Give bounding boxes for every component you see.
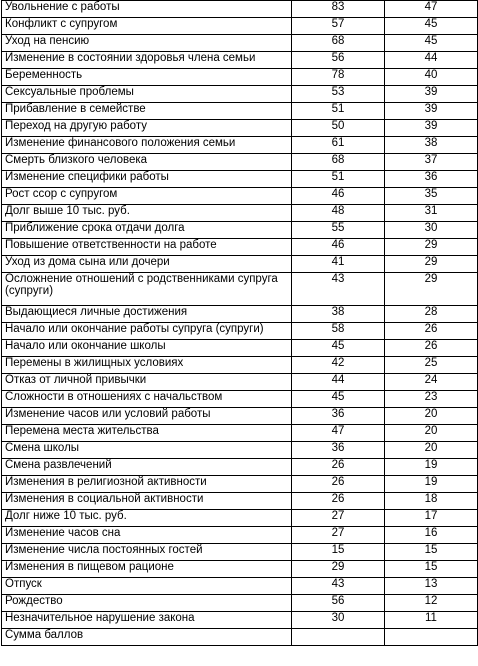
- score-a-cell: 36: [292, 442, 385, 459]
- table-row: [2, 86, 478, 103]
- table-row: [2, 239, 478, 256]
- event-cell: Отказ от личной привычки: [2, 374, 292, 391]
- table-row: [2, 425, 478, 442]
- table-row: [2, 459, 478, 476]
- score-a-cell: 56: [292, 595, 385, 612]
- score-a-cell: 15: [292, 544, 385, 561]
- score-a-cell: 36: [292, 408, 385, 425]
- table-row: [2, 510, 478, 527]
- score-b-cell: 45: [385, 35, 478, 52]
- score-a-cell: 47: [292, 425, 385, 442]
- event-cell: Уход из дома сына или дочери: [2, 256, 292, 273]
- score-b-cell: 20: [385, 408, 478, 425]
- score-a-cell: 58: [292, 323, 385, 340]
- score-a-cell: 30: [292, 612, 385, 629]
- table-row: [2, 1, 478, 18]
- score-b-cell: 38: [385, 137, 478, 154]
- score-a-cell: 26: [292, 459, 385, 476]
- table-row: [2, 408, 478, 425]
- table-row: [2, 52, 478, 69]
- score-b-cell: 12: [385, 595, 478, 612]
- table-row: [2, 544, 478, 561]
- event-cell: Смерть близкого человека: [2, 154, 292, 171]
- score-a-cell: 50: [292, 120, 385, 137]
- score-a-cell: 68: [292, 35, 385, 52]
- score-a-cell: 38: [292, 306, 385, 323]
- table-row: [2, 137, 478, 154]
- score-b-cell: 11: [385, 612, 478, 629]
- table-row: [2, 578, 478, 595]
- event-cell: Увольнение с работы: [2, 1, 292, 18]
- table-row: [2, 35, 478, 52]
- score-b-cell: 20: [385, 442, 478, 459]
- event-cell: Долг выше 10 тыс. руб.: [2, 205, 292, 222]
- event-cell: Повышение ответственности на работе: [2, 239, 292, 256]
- score-b-cell: 16: [385, 527, 478, 544]
- event-cell: Смена школы: [2, 442, 292, 459]
- score-a-cell: 51: [292, 171, 385, 188]
- score-b-cell: 29: [385, 239, 478, 256]
- total-row: [2, 629, 478, 646]
- table-row: [2, 323, 478, 340]
- score-b-cell: 39: [385, 86, 478, 103]
- event-cell: Конфликт с супругом: [2, 18, 292, 35]
- score-b-cell: 36: [385, 171, 478, 188]
- event-cell: Начало или окончание работы супруга (супруги): [2, 323, 292, 340]
- event-cell: Изменения в религиозной активности: [2, 476, 292, 493]
- event-cell: Изменение числа постоянных гостей: [2, 544, 292, 561]
- event-cell: Уход на пенсию: [2, 35, 292, 52]
- score-a-cell: 53: [292, 86, 385, 103]
- score-a-cell: 55: [292, 222, 385, 239]
- score-b-cell: 45: [385, 18, 478, 35]
- score-a-cell: 46: [292, 239, 385, 256]
- table-body: [2, 1, 478, 646]
- score-a-cell: 26: [292, 493, 385, 510]
- score-b-cell: 20: [385, 425, 478, 442]
- score-b-cell: 29: [385, 256, 478, 273]
- score-b-cell: 26: [385, 340, 478, 357]
- event-cell: Осложнение отношений с родственниками супруга (супруги): [2, 273, 292, 306]
- event-cell: Изменение часов сна: [2, 527, 292, 544]
- score-b-cell: 47: [385, 1, 478, 18]
- score-b-cell: 19: [385, 476, 478, 493]
- event-cell: Изменение специфики работы: [2, 171, 292, 188]
- table-row: [2, 612, 478, 629]
- score-a-cell: 45: [292, 340, 385, 357]
- table-row: [2, 120, 478, 137]
- score-b-cell: 23: [385, 391, 478, 408]
- table-row: [2, 442, 478, 459]
- score-b-cell: 17: [385, 510, 478, 527]
- score-b-cell: 24: [385, 374, 478, 391]
- score-b-cell: 13: [385, 578, 478, 595]
- event-cell: Прибавление в семействе: [2, 103, 292, 120]
- event-cell: Переход на другую работу: [2, 120, 292, 137]
- table-row: [2, 154, 478, 171]
- table-row: [2, 527, 478, 544]
- score-b-cell: 28: [385, 306, 478, 323]
- event-cell: Перемены в жилищных условиях: [2, 357, 292, 374]
- event-cell: Перемена места жительства: [2, 425, 292, 442]
- score-a-cell: 46: [292, 188, 385, 205]
- table-row: [2, 476, 478, 493]
- score-b-cell: 15: [385, 544, 478, 561]
- score-a-cell: 43: [292, 578, 385, 595]
- score-a-cell: 44: [292, 374, 385, 391]
- score-a-cell: 56: [292, 52, 385, 69]
- event-cell: Беременность: [2, 69, 292, 86]
- score-a-cell: 68: [292, 154, 385, 171]
- score-a-cell: 43: [292, 273, 385, 306]
- table-row: [2, 561, 478, 578]
- score-b-cell: 26: [385, 323, 478, 340]
- score-a-cell: 83: [292, 1, 385, 18]
- score-a-cell: 42: [292, 357, 385, 374]
- table-row: [2, 188, 478, 205]
- score-b-cell: 35: [385, 188, 478, 205]
- event-cell: Сексуальные проблемы: [2, 86, 292, 103]
- score-a-cell: 26: [292, 476, 385, 493]
- table-row: [2, 69, 478, 86]
- table-row: [2, 595, 478, 612]
- score-b-cell: 39: [385, 120, 478, 137]
- event-cell: Долг ниже 10 тыс. руб.: [2, 510, 292, 527]
- event-cell: Изменение в состоянии здоровья члена семьи: [2, 52, 292, 69]
- event-cell: Изменение финансового положения семьи: [2, 137, 292, 154]
- score-b-cell: 31: [385, 205, 478, 222]
- table-row: [2, 306, 478, 323]
- score-a-cell: 48: [292, 205, 385, 222]
- event-cell: Выдающиеся личные достижения: [2, 306, 292, 323]
- table-row: [2, 273, 478, 306]
- table-row: [2, 374, 478, 391]
- score-a-cell: 41: [292, 256, 385, 273]
- score-a-cell: 27: [292, 510, 385, 527]
- life-events-table: [1, 0, 478, 646]
- score-b-cell: 37: [385, 154, 478, 171]
- score-b-cell: 40: [385, 69, 478, 86]
- score-b-cell: 25: [385, 357, 478, 374]
- table-row: [2, 171, 478, 188]
- score-b-cell: 29: [385, 273, 478, 306]
- table-row: [2, 391, 478, 408]
- table-row: [2, 493, 478, 510]
- score-b-cell: 15: [385, 561, 478, 578]
- event-cell: Изменение часов или условий работы: [2, 408, 292, 425]
- score-b-cell: 18: [385, 493, 478, 510]
- score-a-cell: 57: [292, 18, 385, 35]
- table-row: [2, 222, 478, 239]
- event-cell: Начало или окончание школы: [2, 340, 292, 357]
- event-cell: Сложности в отношениях с начальством: [2, 391, 292, 408]
- table-row: [2, 357, 478, 374]
- score-a-cell: 29: [292, 561, 385, 578]
- score-b-cell: 44: [385, 52, 478, 69]
- total-label-cell: Сумма баллов: [2, 629, 292, 646]
- event-cell: Изменения в пищевом рационе: [2, 561, 292, 578]
- table-row: [2, 340, 478, 357]
- score-b-cell: 39: [385, 103, 478, 120]
- event-cell: Рождество: [2, 595, 292, 612]
- total-a-cell: [292, 629, 385, 646]
- score-a-cell: 45: [292, 391, 385, 408]
- score-a-cell: 27: [292, 527, 385, 544]
- score-a-cell: 51: [292, 103, 385, 120]
- event-cell: Рост ссор с супругом: [2, 188, 292, 205]
- event-cell: Приближение срока отдачи долга: [2, 222, 292, 239]
- score-a-cell: 61: [292, 137, 385, 154]
- total-b-cell: [385, 629, 478, 646]
- event-cell: Отпуск: [2, 578, 292, 595]
- event-cell: Смена развлечений: [2, 459, 292, 476]
- event-cell: Незначительное нарушение закона: [2, 612, 292, 629]
- score-a-cell: 78: [292, 69, 385, 86]
- table-row: [2, 18, 478, 35]
- score-b-cell: 19: [385, 459, 478, 476]
- table-row: [2, 256, 478, 273]
- score-b-cell: 30: [385, 222, 478, 239]
- table-row: [2, 205, 478, 222]
- table-row: [2, 103, 478, 120]
- event-cell: Изменения в социальной активности: [2, 493, 292, 510]
